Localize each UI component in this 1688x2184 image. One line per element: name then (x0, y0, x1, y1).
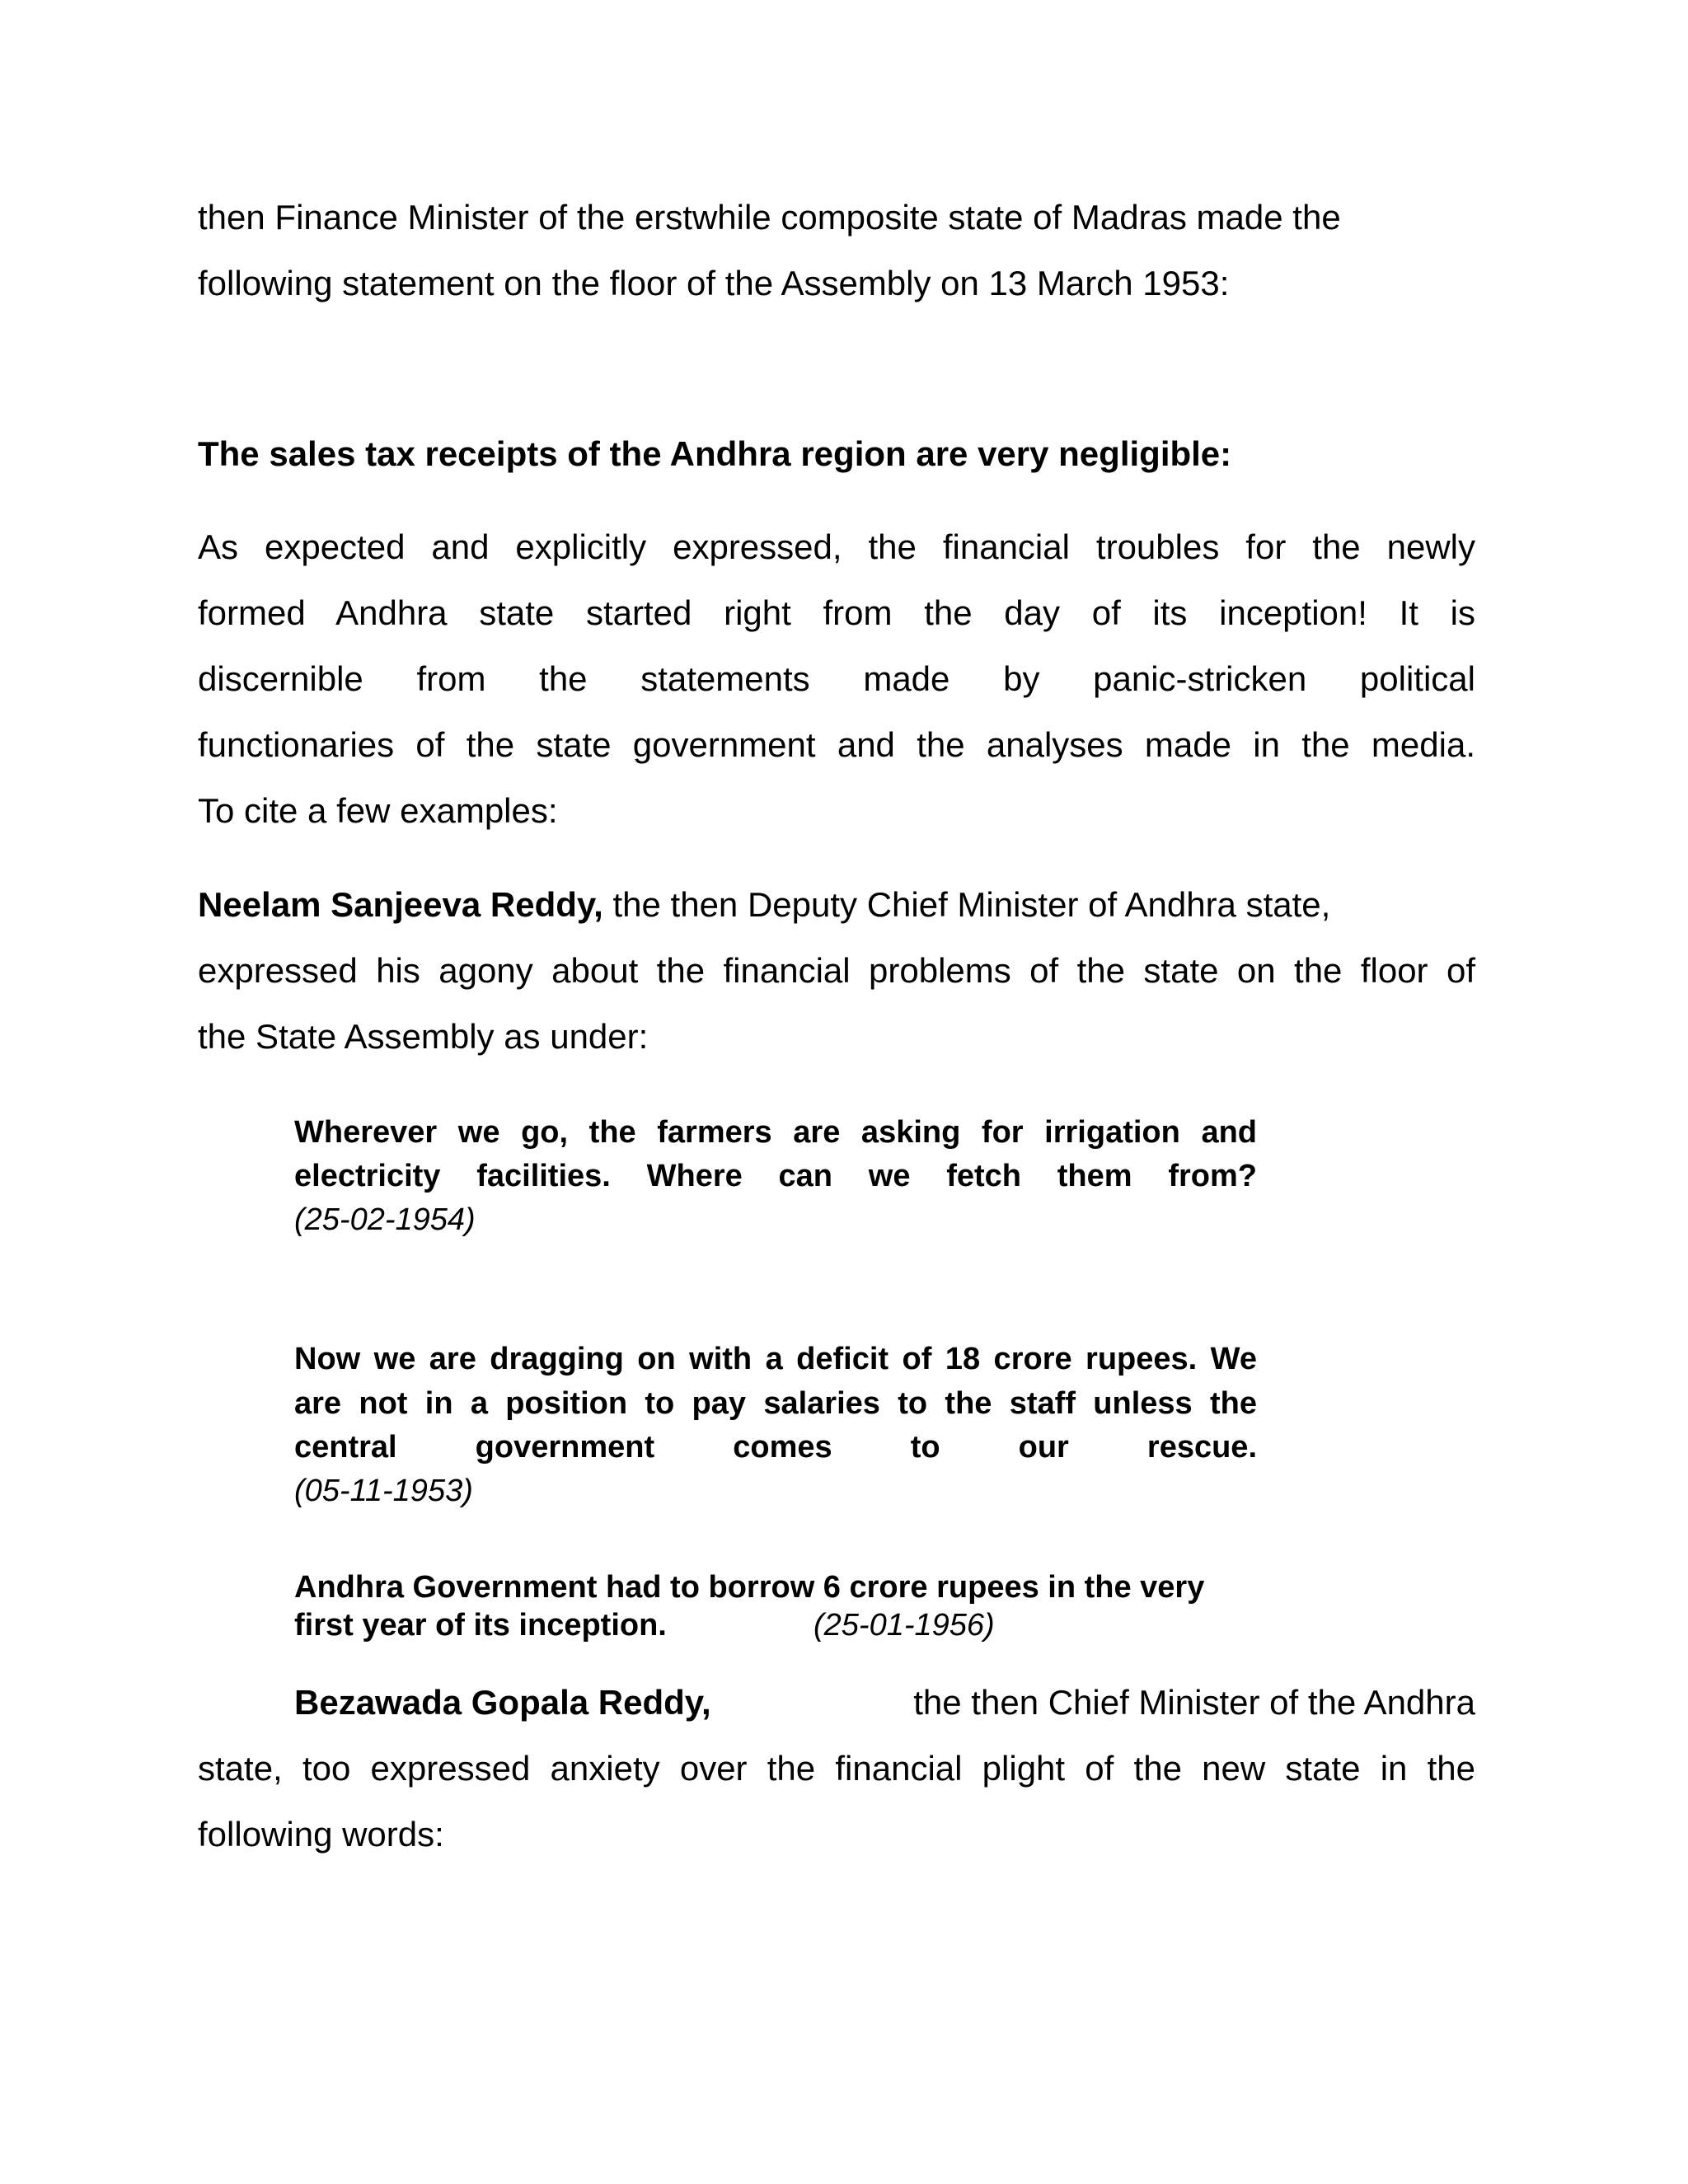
intro-line-1: then Finance Minister of the erstwhile composite state of Madras made the (198, 198, 1341, 237)
quote2-line-2: are not in a position to pay salaries to the staff unless the (294, 1386, 1257, 1421)
quote3-line-1: Andhra Government had to borrow 6 crore rupees in the very (294, 1570, 1205, 1605)
para1-line-4: functionaries of the state government and the analyses made in the media. (198, 725, 1475, 764)
quote1-date: (25-02-1954) (294, 1202, 476, 1237)
speaker-name-sanjeeva-reddy: Neelam Sanjeeva Reddy, (198, 885, 603, 924)
quote3-line-2: first year of its inception. (294, 1608, 667, 1643)
quote2-date: (05-11-1953) (294, 1474, 473, 1508)
para2-line-3: the State Assembly as under: (198, 1017, 649, 1056)
quote2-line-3: central government comes to our rescue. (294, 1430, 1257, 1465)
para3-line-3: following words: (198, 1815, 444, 1854)
quote3-date: (25-01-1956) (814, 1608, 995, 1643)
quote1-line-1: Wherever we go, the farmers are asking for irrigation and (294, 1115, 1257, 1150)
para2-line-2: expressed his agony about the financial problems of the state on the floor of (198, 951, 1475, 990)
para1-line-1: As expected and explicitly expressed, the financial troubles for the newly (198, 527, 1475, 566)
quote2-line-1: Now we are dragging on with a deficit of 18 crore rupees. We (294, 1342, 1257, 1376)
para2-line-1 (198, 885, 1475, 925)
section-heading: The sales tax receipts of the Andhra region are very negligible: (198, 434, 1232, 473)
quote1-line-2: electricity facilities. Where can we fetch them from? (294, 1159, 1257, 1193)
para2-line-1-rest: the then Deputy Chief Minister of Andhra state, (603, 885, 1331, 924)
para1-line-2: formed Andhra state started right from the day of its inception! It is (198, 593, 1475, 632)
intro-line-2: following statement on the floor of the Assembly on 13 March 1953: (198, 264, 1230, 302)
para3-line-1 (294, 1683, 1475, 1722)
para1-line-5: To cite a few examples: (198, 791, 558, 830)
para3-line-2: state, too expressed anxiety over the financial plight of the new state in the (198, 1749, 1475, 1788)
para3-line-1-rest: the then Chief Minister of the Andhra (913, 1683, 1475, 1722)
para1-line-3: discernible from the statements made by panic-stricken political (198, 659, 1475, 698)
speaker-name-gopala-reddy: Bezawada Gopala Reddy, (294, 1683, 711, 1722)
